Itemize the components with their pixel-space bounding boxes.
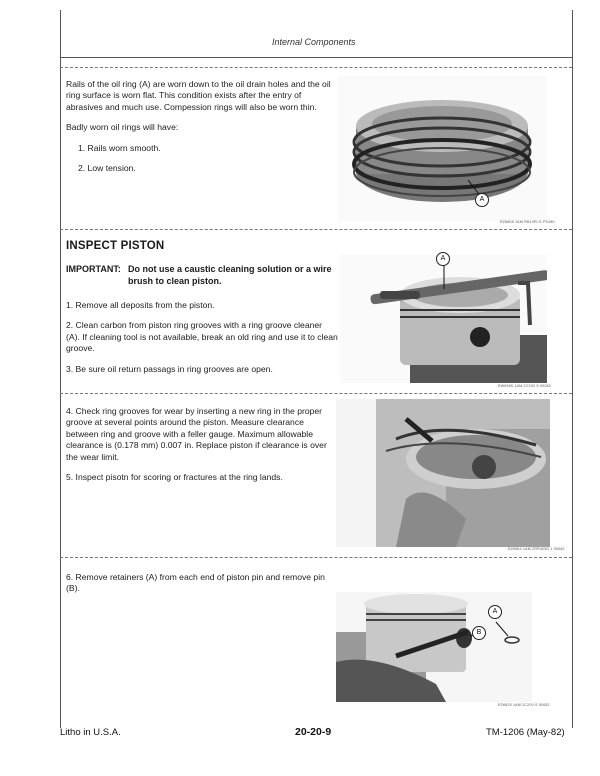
step-item: 2. Clean carbon from piston ring grooves with a ring groove cleaner (A). If cleaning tool is not available, break an old ring and use it to clean groove. <box>66 320 338 354</box>
section-divider-top <box>60 67 572 68</box>
section-heading: INSPECT PISTON <box>66 240 165 252</box>
oil-ring-text <box>66 79 338 183</box>
header-rule <box>60 57 572 58</box>
step-item: 3. Be sure oil return passags in ring grooves are open. <box>66 363 273 374</box>
step-item: 1. Remove all deposits from the piston. <box>66 300 215 310</box>
remove-pin-steps <box>66 572 336 604</box>
figure-caption: R26964 1AM 2RR4ING 1 90082 <box>508 547 565 551</box>
list-item: 1. Rails worn smooth. <box>78 142 161 153</box>
pin-removal-illustration <box>336 592 532 702</box>
step-item: 6. Remove retainers (A) from each end of piston pin and remove pin (B). <box>66 572 325 594</box>
ring-groove-check-steps <box>66 406 334 492</box>
inspect-piston-steps <box>66 300 338 384</box>
callout-a-retainer: A <box>488 605 502 619</box>
figure-caption: R26808 1AM RB14PLG PS480 <box>500 220 555 224</box>
feeler-gauge-photo <box>336 399 550 547</box>
section-divider <box>60 229 572 230</box>
section-divider <box>60 557 572 558</box>
groove-cleaner-illustration <box>340 255 547 383</box>
piston-rings-illustration <box>338 76 546 221</box>
left-margin-rule <box>60 10 61 728</box>
oil-ring-paragraph: Rails of the oil ring (A) are worn down to the oil drain holes and the oil ring surface is worn flat. This condition exists after the entry of abrasives and much use. Compession rings will also be worn thin. <box>66 79 331 112</box>
figure-caption: RW8965 1AM 2C200 S 90082 <box>498 384 552 388</box>
section-divider <box>60 393 572 394</box>
callout-a-cleaner: A <box>436 252 450 266</box>
footer-litho: Litho in U.S.A. <box>60 727 121 738</box>
ring-groove-cleaner-photo <box>340 255 547 383</box>
important-text: Do not use a caustic cleaning solution or a wire brush to clean piston. <box>128 264 332 286</box>
callout-a-oil-ring: A <box>475 193 489 207</box>
oil-ring-lead: Badly worn oil rings will have: <box>66 122 179 133</box>
page-header-title: Internal Components <box>272 37 356 47</box>
figure-caption: R26625 1AM 2C200 S 90082 <box>498 703 550 707</box>
callout-b-pin: B <box>472 626 486 640</box>
footer-manual-id: TM-1206 (May-82) <box>486 727 565 738</box>
important-label: IMPORTANT: <box>66 264 121 274</box>
step-item: 4. Check ring grooves for wear by inserting a new ring in the proper groove at several points around the piston. Measure clearance between ring and groove with a feller gauge. Maximum allowable clearance is (0.178 mm) 0.007 in. Replace piston if clearance is over the wear limit. <box>66 406 327 462</box>
feeler-gauge-illustration <box>336 399 550 547</box>
important-note <box>66 263 338 287</box>
piston-pin-removal-photo <box>336 592 532 702</box>
footer-page-number: 20-20-9 <box>295 726 332 738</box>
step-item: 5. Inspect pisotn for scoring or fractures at the ring lands. <box>66 472 283 483</box>
worn-oil-ring-photo <box>338 76 546 221</box>
list-item: 2. Low tension. <box>78 163 136 174</box>
right-margin-rule <box>572 10 573 728</box>
